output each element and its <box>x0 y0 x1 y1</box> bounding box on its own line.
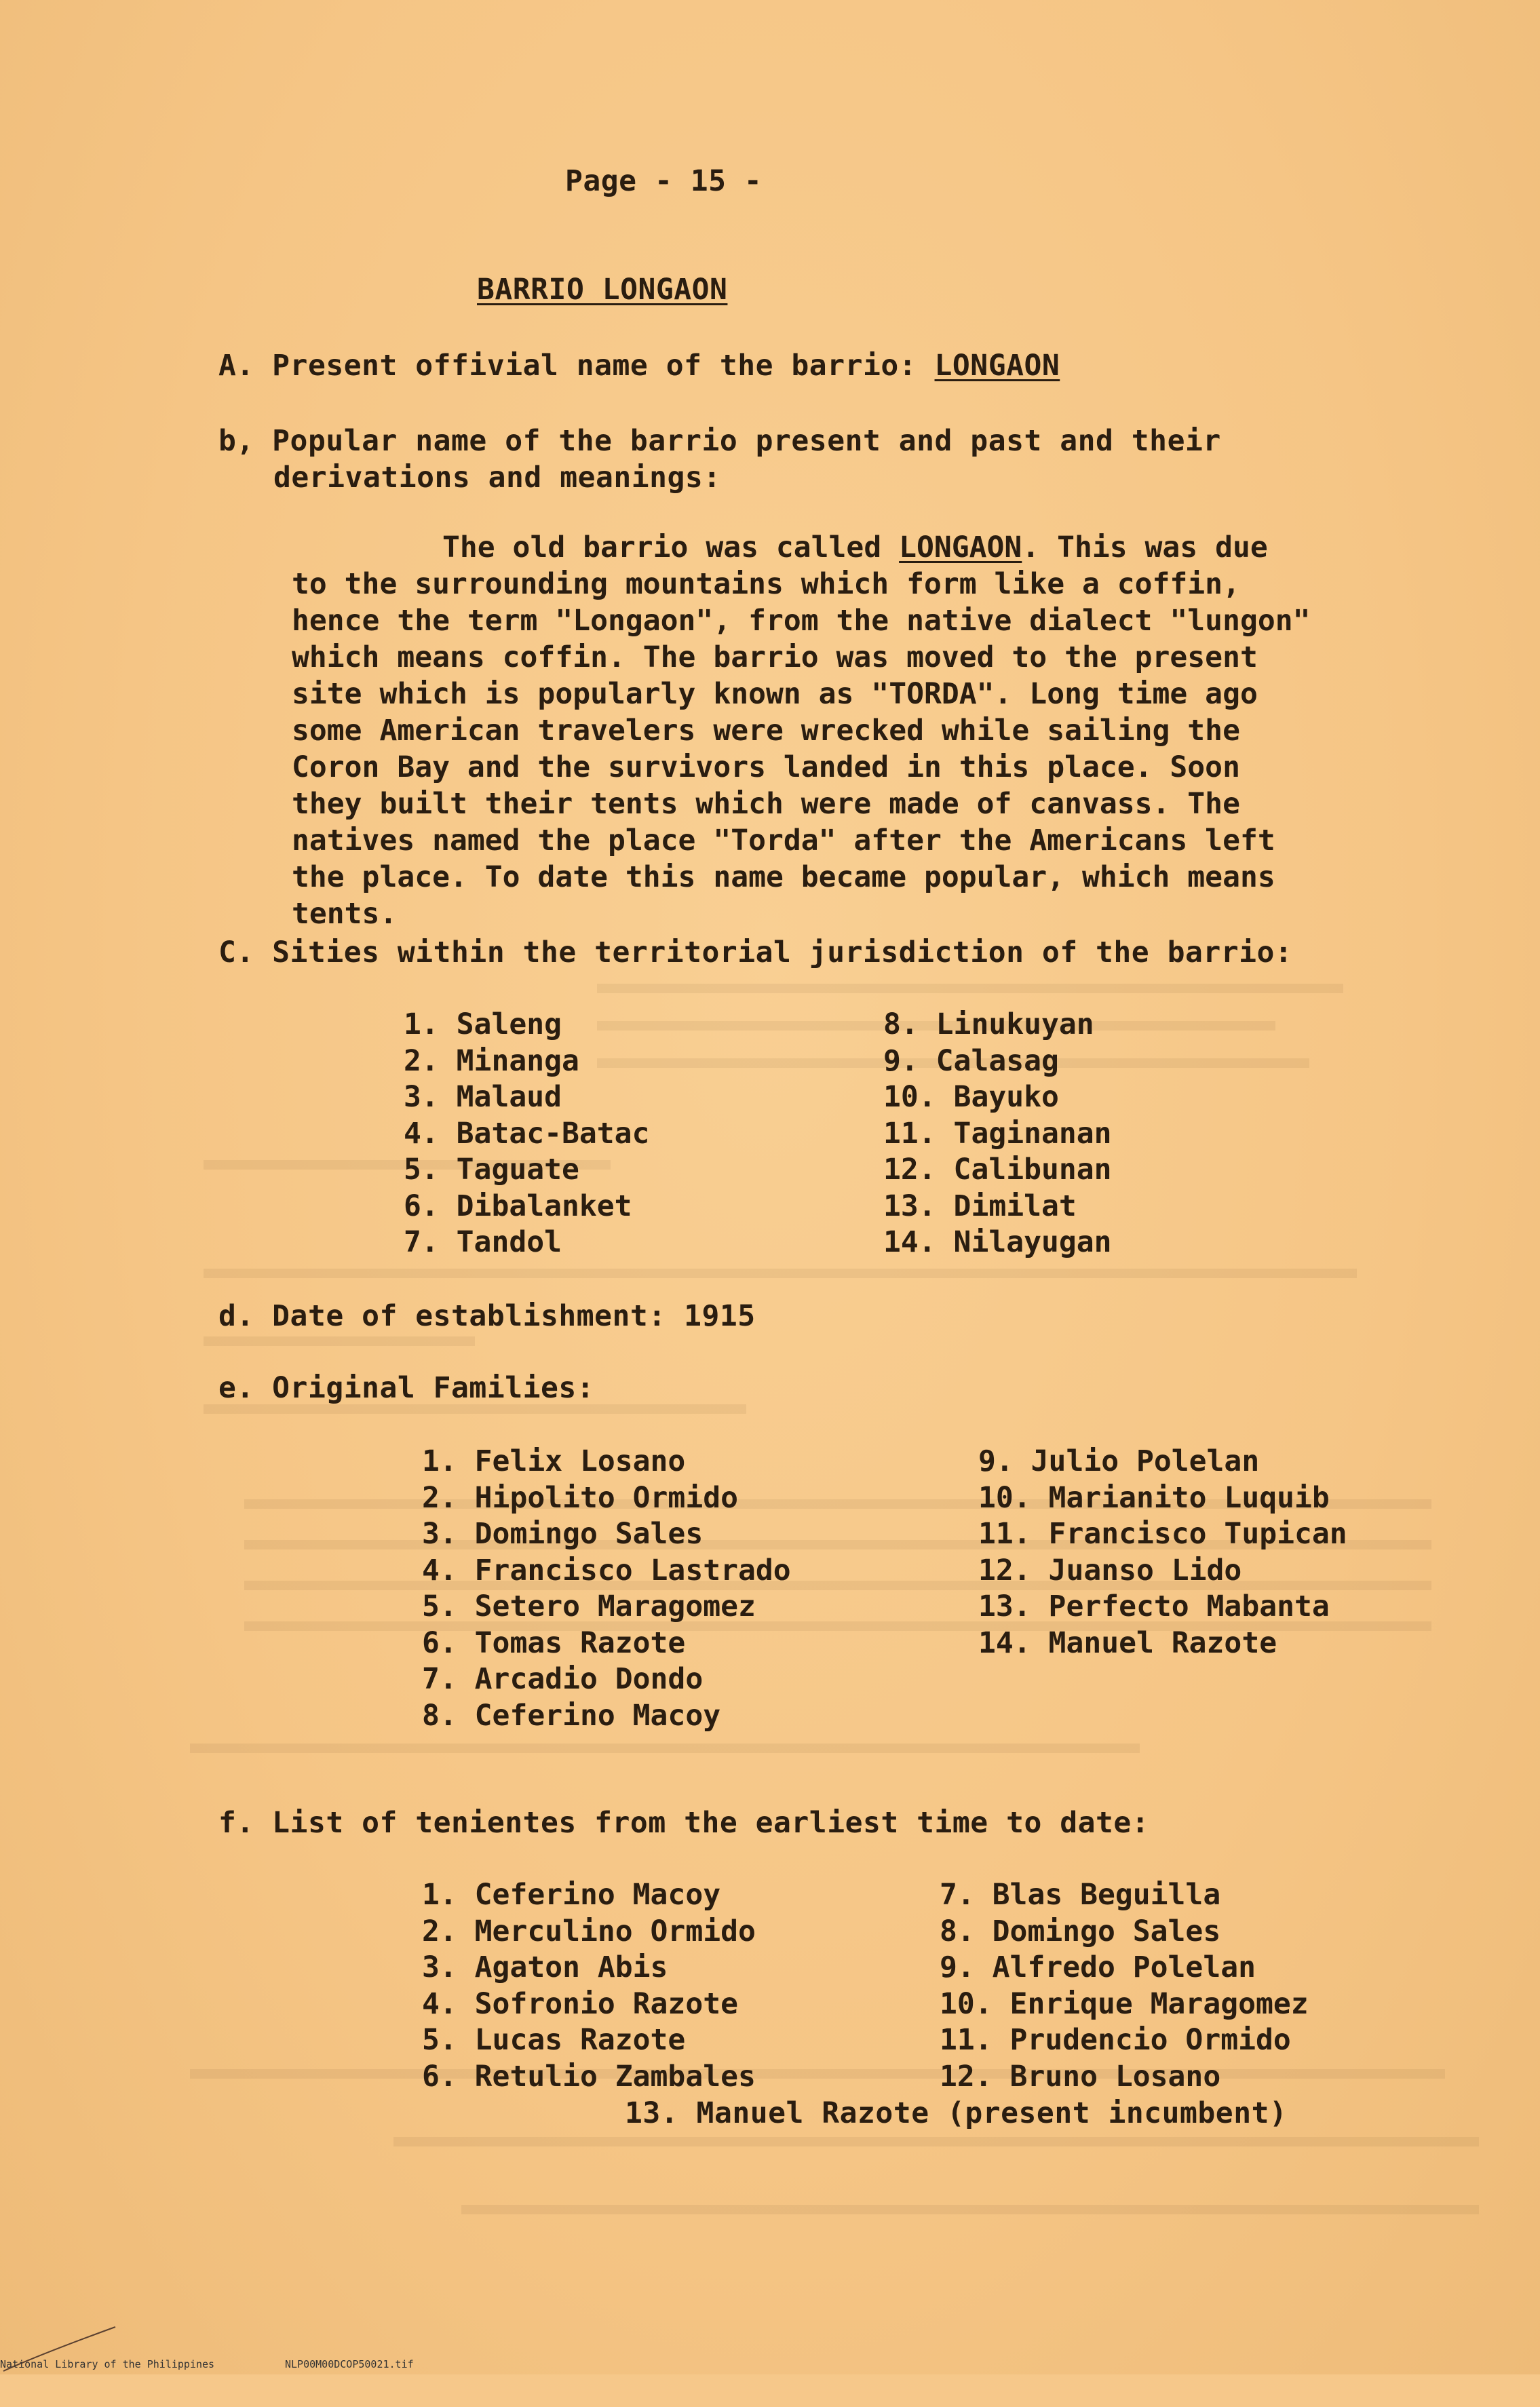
sities-list-left <box>404 1007 649 1261</box>
families-list-left <box>422 1444 791 1734</box>
list-item: 8. Linukuyan <box>883 1007 1094 1041</box>
list-item: 13. Dimilat <box>883 1189 1077 1223</box>
section-d-heading: d. Date of establishment: <box>218 1299 666 1333</box>
paragraph-line: some American travelers were wrecked while sailing the <box>292 714 1240 748</box>
paragraph-line: the place. To date this name became popular, which means <box>292 860 1275 894</box>
list-item: 5. Setero Maragomez <box>422 1590 756 1623</box>
section-f-heading: f. List of tenientes from the earliest time to date: <box>218 1806 1150 1840</box>
list-item: 8. Domingo Sales <box>940 1914 1221 1948</box>
list-item: 4. Batac-Batac <box>404 1116 650 1151</box>
paragraph-line: Coron Bay and the survivors landed in this place. Soon <box>292 750 1240 784</box>
paragraph-line: The old barrio was called LONGAON. This was due <box>442 531 1268 564</box>
list-item: 6. Retulio Zambales <box>422 2059 756 2094</box>
list-item: 7. Blas Beguilla <box>940 1878 1221 1912</box>
list-item: 9. Julio Polelan <box>978 1444 1260 1478</box>
page-header: Page - 15 - <box>565 164 763 198</box>
paragraph-line: tents. <box>292 897 398 931</box>
list-item: 4. Francisco Lastrado <box>422 1553 791 1587</box>
list-item: 2. Hipolito Ormido <box>422 1480 738 1515</box>
list-item: 9. Calasag <box>883 1043 1059 1078</box>
page-title: BARRIO LONGAON <box>477 273 728 307</box>
list-item: 14. Nilayugan <box>883 1225 1112 1259</box>
list-item: 12. Juanso Lido <box>978 1553 1242 1587</box>
current-teniente: 13. Manuel Razote (present incumbent) <box>625 2096 1288 2130</box>
list-item: 12. Calibunan <box>883 1153 1112 1187</box>
list-item: 5. Lucas Razote <box>422 2023 686 2057</box>
section-b-heading-1: b, Popular name of the barrio present and past and their <box>218 424 1221 458</box>
list-item: 11. Taginanan <box>883 1116 1112 1151</box>
paragraph-line: to the surrounding mountains which form like a coffin, <box>292 567 1240 601</box>
families-list-right <box>978 1444 1347 1661</box>
list-item: 1. Ceferino Macoy <box>422 1878 721 1912</box>
list-item: 6. Tomas Razote <box>422 1625 686 1660</box>
footer-library: National Library of the Philippines <box>0 2358 215 2370</box>
list-item: 9. Alfredo Polelan <box>940 1950 1256 1984</box>
section-d <box>218 1298 756 1334</box>
list-item: 2. Merculino Ormido <box>422 1914 756 1948</box>
list-item: 10. Enrique Maragomez <box>940 1986 1309 2021</box>
tenientes-list-left <box>422 1877 756 2095</box>
list-item: 10. Bayuko <box>883 1080 1059 1114</box>
list-item: 3. Malaud <box>404 1080 562 1114</box>
list-item: 14. Manuel Razote <box>978 1625 1277 1660</box>
paragraph-line: which means coffin. The barrio was moved to the present <box>292 640 1258 674</box>
paragraph-line: they built their tents which were made of canvass. The <box>292 787 1240 821</box>
list-item: 1. Saleng <box>404 1007 562 1041</box>
list-item: 2. Minanga <box>404 1043 579 1078</box>
list-item: 7. Arcadio Dondo <box>422 1662 704 1696</box>
old-barrio-name: LONGAON <box>899 531 1022 564</box>
list-item: 12. Bruno Losano <box>940 2059 1221 2094</box>
section-b-heading-2: derivations and meanings: <box>273 461 721 495</box>
list-item: 11. Francisco Tupican <box>978 1517 1347 1551</box>
list-item: 7. Tandol <box>404 1225 562 1259</box>
list-item: 5. Taguate <box>404 1153 579 1187</box>
section-b-paragraph <box>292 529 1377 932</box>
list-item: 4. Sofronio Razote <box>422 1986 738 2021</box>
official-name: LONGAON <box>934 349 1060 383</box>
list-item: 13. Perfecto Mabanta <box>978 1590 1330 1623</box>
paragraph-line: site which is popularly known as "TORDA". Long time ago <box>292 677 1258 711</box>
list-item: 11. Prudencio Ormido <box>940 2023 1291 2057</box>
establishment-year: 1915 <box>684 1299 756 1333</box>
list-item: 3. Agaton Abis <box>422 1950 668 1984</box>
list-item: 1. Felix Losano <box>422 1444 686 1478</box>
paragraph-line: hence the term "Longaon", from the native dialect "lungon" <box>292 604 1311 638</box>
section-c-heading: C. Sities within the territorial jurisdiction of the barrio: <box>218 936 1293 969</box>
section-a <box>218 347 1060 384</box>
bleed-through-marks <box>190 984 1479 2341</box>
list-item: 3. Domingo Sales <box>422 1517 704 1551</box>
section-e-heading: e. Original Families: <box>218 1371 595 1405</box>
list-item: 8. Ceferino Macoy <box>422 1698 721 1733</box>
footer-filename: NLP00M00DCOP50021.tif <box>285 2358 414 2370</box>
tenientes-list-right <box>940 1877 1309 2095</box>
list-item: 10. Marianito Luquib <box>978 1480 1330 1515</box>
section-a-label: A. Present offivial name of the barrio: <box>218 349 917 383</box>
footer <box>0 2358 414 2407</box>
list-item: 6. Dibalanket <box>404 1189 632 1223</box>
sities-list-right <box>883 1007 1112 1261</box>
paragraph-line: natives named the place "Torda" after the Americans left <box>292 824 1275 858</box>
